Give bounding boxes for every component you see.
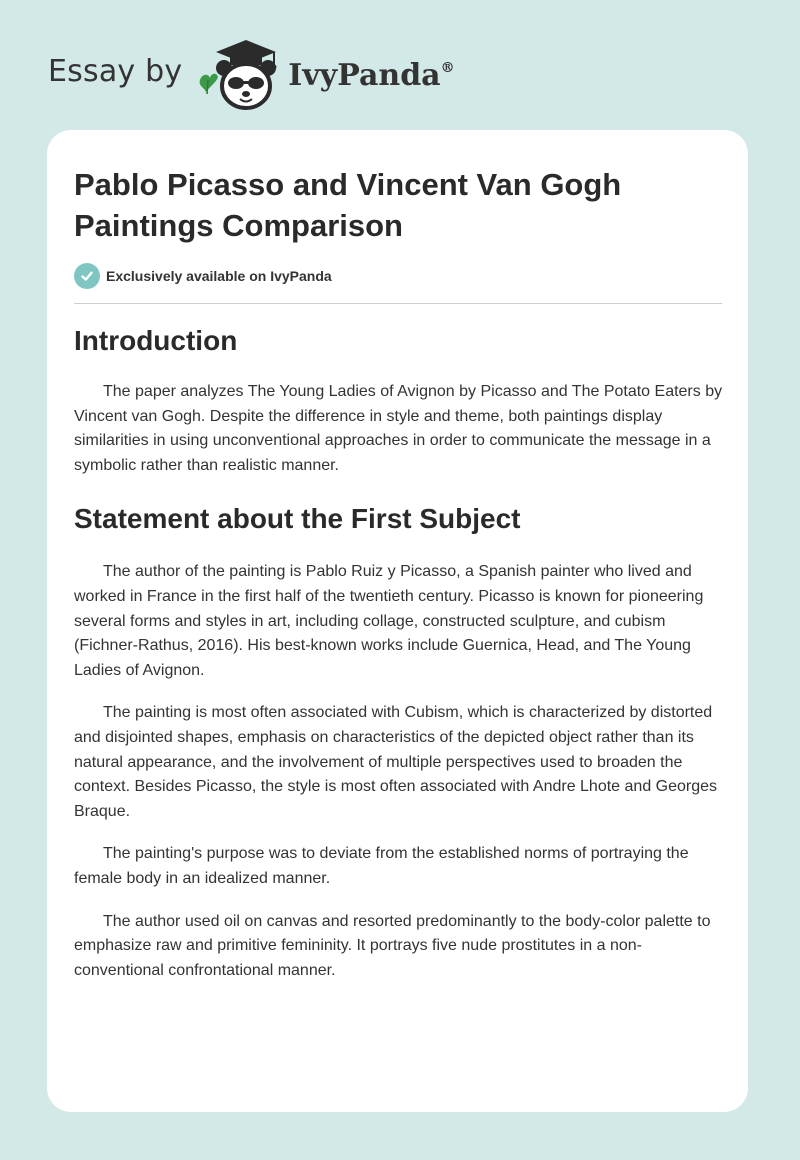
section-heading-introduction: Introduction bbox=[74, 325, 238, 356]
exclusive-badge-label: Exclusively available on IvyPanda bbox=[106, 268, 332, 284]
essay-by-label: Essay by bbox=[48, 53, 183, 89]
section-heading-first-subject: Statement about the First Subject bbox=[74, 503, 521, 535]
paragraph: The painting is most often associated with Cubism, which is characterized by distorted and disjointed shapes, emphasis on characteristics of the depicted object rather than its natural appearance, and the involvement of multiple perspectives used to broaden the context. Besides Picasso, the style is most often associated with Andre Lhote and Georges Braque. bbox=[74, 704, 718, 820]
check-icon bbox=[74, 263, 100, 289]
paragraph: The author used oil on canvas and resorted predominantly to the body-color palette to emphasize raw and primitive femininity. It portrays five nude prostitutes in a non-conventional confrontational manner. bbox=[74, 912, 711, 979]
panda-logo-icon[interactable] bbox=[196, 36, 282, 112]
paragraph: The painting's purpose was to deviate from the established norms of portraying the female body in an idealized manner. bbox=[74, 845, 689, 887]
site-header bbox=[48, 34, 455, 114]
page-title: Pablo Picasso and Vincent Van Gogh Paintings Comparison bbox=[74, 167, 622, 243]
exclusive-badge bbox=[74, 263, 332, 289]
paragraph: The author of the painting is Pablo Ruiz y Picasso, a Spanish painter who lived and worked in France in the first half of the twentieth century. Picasso is known for pioneering several forms and styles in art, including collage, constructed sculpture, and cubism (Fichner-Rathus, 2016). His best-known works include Guernica, Head, and The Young Ladies of Avignon. bbox=[74, 563, 704, 679]
essay-body bbox=[74, 323, 724, 983]
ivy-leaf-icon bbox=[200, 74, 218, 94]
paragraph: The paper analyzes The Young Ladies of Avignon by Picasso and The Potato Eaters by Vincent van Gogh. Despite the difference in style and theme, both paintings display similarities in using unconventional approaches in order to communicate the message in a symbolic rather than realistic manner. bbox=[74, 383, 723, 474]
essay-card bbox=[47, 130, 748, 1112]
brand-name[interactable]: IvyPanda® bbox=[288, 57, 455, 93]
divider bbox=[74, 303, 722, 304]
